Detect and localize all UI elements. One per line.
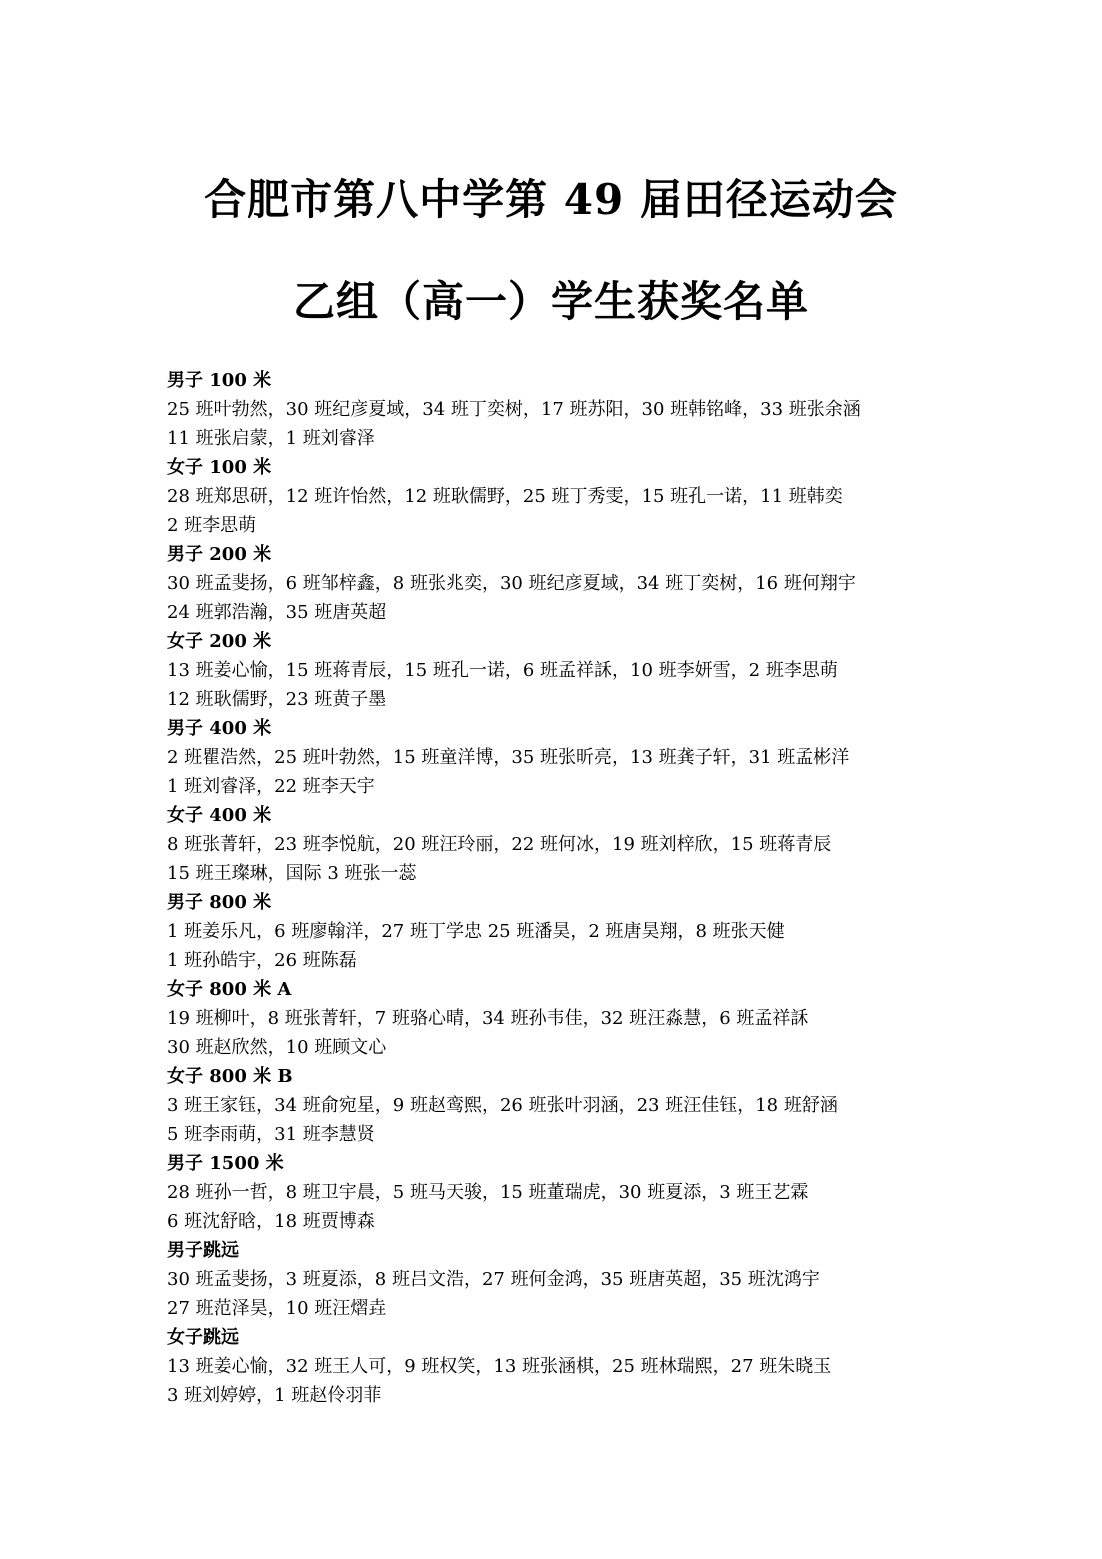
- event-section: [167, 627, 1047, 714]
- winner-list-line: 27 班范泽昊，10 班汪熠垚: [167, 1298, 387, 1319]
- event-heading: 女子 800 米 B: [167, 1066, 293, 1087]
- event-section: [167, 888, 1047, 975]
- event-heading: 男子 400 米: [167, 718, 272, 739]
- event-section: [167, 1149, 1047, 1236]
- winner-list-line: 11 班张启蒙，1 班刘睿泽: [167, 428, 375, 449]
- event-heading: 男子 800 米: [167, 892, 272, 913]
- event-heading: 男子 100 米: [167, 370, 272, 391]
- winner-list-line: 19 班柳叶，8 班张菁轩，7 班骆心晴，34 班孙韦佳，32 班汪淼慧，6 班孟祥訸: [167, 1008, 809, 1029]
- event-heading: 男子 200 米: [167, 544, 272, 565]
- winner-list-line: 28 班郑思研，12 班许怡然，12 班耿儒野，25 班丁秀雯，15 班孔一诺，11 班韩奕: [167, 486, 843, 507]
- winner-list-line: 24 班郭浩瀚，35 班唐英超: [167, 602, 387, 623]
- winner-list-line: 6 班沈舒晗，18 班贾博森: [167, 1211, 375, 1232]
- event-heading: 女子 800 米 A: [167, 979, 292, 1000]
- event-section: [167, 1323, 1047, 1410]
- event-heading: 女子 400 米: [167, 805, 272, 826]
- winner-list-line: 12 班耿儒野，23 班黄子墨: [167, 689, 387, 710]
- event-section: [167, 975, 1047, 1062]
- event-section: [167, 1236, 1047, 1323]
- event-section: [167, 453, 1047, 540]
- award-list: [167, 366, 1047, 1410]
- event-section: [167, 801, 1047, 888]
- event-heading: 男子 1500 米: [167, 1153, 284, 1174]
- winner-list-line: 2 班李思萌: [167, 515, 257, 536]
- winner-list-line: 1 班刘睿泽，22 班李天宇: [167, 776, 375, 797]
- winner-list-line: 30 班孟斐扬，3 班夏添，8 班吕文浩，27 班何金鸿，35 班唐英超，35 班沈鸿宇: [167, 1269, 820, 1290]
- event-section: [167, 714, 1047, 801]
- winner-list-line: 3 班王家钰，34 班俞宛星，9 班赵鸾熙，26 班张叶羽涵，23 班汪佳钰，18 班舒涵: [167, 1095, 838, 1116]
- winner-list-line: 3 班刘婷婷，1 班赵伶羽菲: [167, 1385, 382, 1406]
- event-heading: 女子 200 米: [167, 631, 272, 652]
- winner-list-line: 13 班姜心愉，15 班蒋青辰，15 班孔一诺，6 班孟祥訸，10 班李妍雪，2 班李思萌: [167, 660, 838, 681]
- event-heading: 女子跳远: [167, 1327, 239, 1348]
- winner-list-line: 30 班孟斐扬，6 班邹梓鑫，8 班张兆奕，30 班纪彦夏域，34 班丁奕树，16 班何翔宇: [167, 573, 856, 594]
- winner-list-line: 1 班姜乐凡，6 班廖翰洋，27 班丁学忠 25 班潘昊，2 班唐昊翔，8 班张天健: [167, 921, 785, 942]
- event-heading: 女子 100 米: [167, 457, 272, 478]
- winner-list-line: 5 班李雨萌，31 班李慧贤: [167, 1124, 375, 1145]
- event-heading: 男子跳远: [167, 1240, 239, 1261]
- winner-list-line: 30 班赵欣然，10 班顾文心: [167, 1037, 387, 1058]
- winner-list-line: 13 班姜心愉，32 班王人可，9 班权笑，13 班张涵棋，25 班林瑞熙，27 班朱晓玉: [167, 1356, 832, 1377]
- document-title: 合肥市第八中学第 49 届田径运动会: [204, 175, 898, 224]
- winner-list-line: 25 班叶勃然，30 班纪彦夏域，34 班丁奕树，17 班苏阳，30 班韩铭峰，33 班张余涵: [167, 399, 861, 420]
- event-section: [167, 1062, 1047, 1149]
- winner-list-line: 8 班张菁轩，23 班李悦航，20 班汪玲丽，22 班何冰，19 班刘梓欣，15 班蒋青辰: [167, 834, 832, 855]
- winner-list-line: 15 班王璨琳，国际 3 班张一蕊: [167, 863, 417, 884]
- winner-list-line: 1 班孙皓宇，26 班陈磊: [167, 950, 357, 971]
- event-section: [167, 540, 1047, 627]
- document-subtitle: 乙组（高一）学生获奖名单: [292, 277, 809, 326]
- event-section: [167, 366, 1047, 453]
- winner-list-line: 28 班孙一哲，8 班卫宇晨，5 班马天骏，15 班董瑞虎，30 班夏添，3 班王艺霖: [167, 1182, 809, 1203]
- winner-list-line: 2 班瞿浩然，25 班叶勃然，15 班童洋博，35 班张昕亮，13 班龚子轩，31 班孟彬洋: [167, 747, 850, 768]
